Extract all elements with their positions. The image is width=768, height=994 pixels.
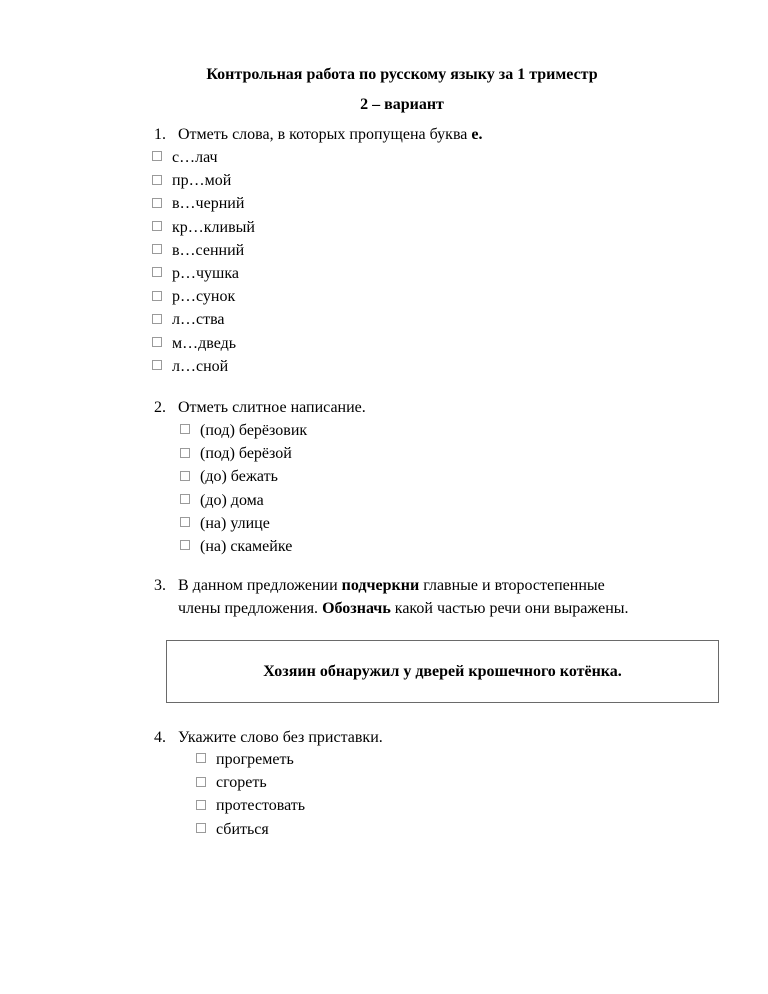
checkbox-icon[interactable] <box>180 540 190 550</box>
question-text-part: В данном предложении <box>178 577 342 594</box>
question-text-part: какой частью речи они выражены. <box>390 600 629 617</box>
question-3 <box>154 574 714 620</box>
question-1 <box>154 123 714 146</box>
checkbox-icon[interactable] <box>152 314 162 324</box>
document-title: Контрольная работа по русскому языку за 1 триместр <box>206 66 598 83</box>
question-text: Отметь слитное написание. <box>178 399 366 416</box>
answer-option-label: сбиться <box>216 820 269 838</box>
question-bold-word: Обозначь <box>322 600 391 617</box>
answer-option[interactable] <box>152 169 231 192</box>
sentence-text: Хозяин обнаружил у дверей крошечного котёнка. <box>263 662 622 680</box>
answer-option-label: (до) дома <box>200 491 264 509</box>
answer-option[interactable] <box>180 419 307 442</box>
question-number: 3. <box>154 577 166 594</box>
answer-option[interactable] <box>152 262 239 285</box>
variant-label: 2 – вариант <box>360 96 444 113</box>
checkbox-icon[interactable] <box>196 800 206 810</box>
answer-option[interactable] <box>152 332 236 355</box>
answer-option[interactable] <box>152 308 225 331</box>
answer-option-label: (под) берёзовик <box>200 422 308 439</box>
answer-option[interactable] <box>152 216 255 239</box>
checkbox-icon[interactable] <box>196 777 206 787</box>
question-number: 4. <box>154 729 166 746</box>
question-number: 1. <box>154 126 166 143</box>
question-letter: е. <box>471 126 483 143</box>
answer-option[interactable] <box>152 239 244 262</box>
checkbox-icon[interactable] <box>152 221 162 231</box>
answer-option[interactable] <box>180 535 292 558</box>
answer-option[interactable] <box>196 748 294 771</box>
answer-option[interactable] <box>196 794 305 817</box>
answer-option-label: протестовать <box>216 797 306 815</box>
answer-option[interactable] <box>180 512 270 535</box>
checkbox-icon[interactable] <box>180 424 190 434</box>
checkbox-icon[interactable] <box>180 448 190 458</box>
answer-option-label: кр…кливый <box>172 218 255 236</box>
answer-option-label: в…сенний <box>172 241 245 259</box>
checkbox-icon[interactable] <box>152 244 162 254</box>
answer-option[interactable] <box>152 355 228 378</box>
answer-option-label: пр…мой <box>172 172 232 190</box>
answer-option-label: с…лач <box>172 149 218 166</box>
question-2 <box>154 396 714 419</box>
checkbox-icon[interactable] <box>152 175 162 185</box>
answer-option-label: (на) скамейке <box>200 538 293 555</box>
checkbox-icon[interactable] <box>152 291 162 301</box>
answer-option-label: (до) бежать <box>200 468 278 486</box>
answer-option[interactable] <box>196 818 269 841</box>
answer-option-label: р…сунок <box>172 288 236 306</box>
answer-option-label: прогреметь <box>216 751 294 768</box>
checkbox-icon[interactable] <box>180 517 190 527</box>
answer-option-label: р…чушка <box>172 265 239 282</box>
question-number: 2. <box>154 399 166 416</box>
answer-option[interactable] <box>196 771 267 794</box>
answer-option-label: л…сной <box>172 357 229 375</box>
answer-option[interactable] <box>152 285 235 308</box>
checkbox-icon[interactable] <box>152 198 162 208</box>
sentence-box <box>166 640 719 703</box>
checkbox-icon[interactable] <box>152 337 162 347</box>
answer-option-label: м…дведь <box>172 334 237 352</box>
answer-option[interactable] <box>180 465 278 488</box>
answer-option-label: л…ства <box>172 311 225 329</box>
answer-option[interactable] <box>152 146 218 169</box>
question-text: Укажите слово без приставки. <box>178 729 383 746</box>
answer-option[interactable] <box>180 489 264 512</box>
checkbox-icon[interactable] <box>196 753 206 763</box>
answer-option-label: (под) берёзой <box>200 445 292 463</box>
question-text-part: члены предложения. <box>178 600 323 617</box>
checkbox-icon[interactable] <box>196 823 206 833</box>
question-text-part: главные и второстепенные <box>419 577 605 594</box>
question-text: Отметь слова, в которых пропущена буква <box>178 126 468 143</box>
question-bold-word: подчеркни <box>341 577 420 594</box>
question-4 <box>154 726 714 749</box>
checkbox-icon[interactable] <box>180 494 190 504</box>
answer-option[interactable] <box>180 442 292 465</box>
answer-option-label: (на) улице <box>200 514 270 532</box>
checkbox-icon[interactable] <box>152 151 162 161</box>
answer-option[interactable] <box>152 192 244 215</box>
checkbox-icon[interactable] <box>152 360 162 370</box>
answer-option-label: сгореть <box>216 774 267 792</box>
checkbox-icon[interactable] <box>180 471 190 481</box>
answer-option-label: в…черний <box>172 195 245 213</box>
checkbox-icon[interactable] <box>152 267 162 277</box>
